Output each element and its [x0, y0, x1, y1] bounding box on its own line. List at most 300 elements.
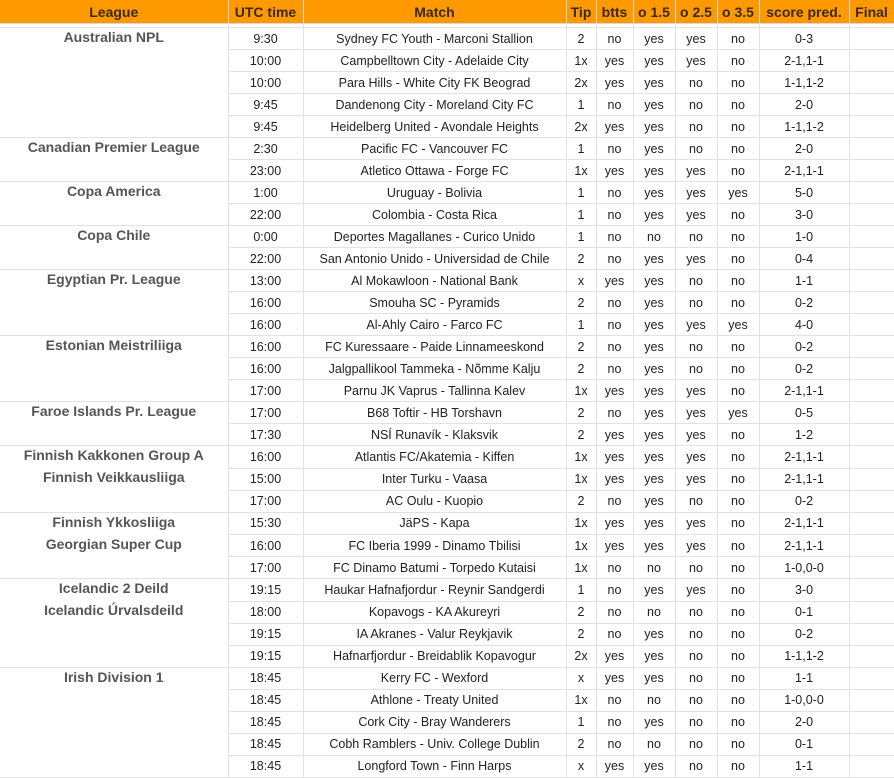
score-prediction-cell: 2-1,1-1: [759, 50, 849, 72]
final-score-cell: [849, 292, 894, 314]
final-score-cell: [849, 248, 894, 270]
header-tip: Tip: [566, 0, 596, 24]
over-2-5-cell: no: [675, 72, 717, 94]
match-cell: FC Kuressaare - Paide Linnameeskond: [303, 336, 566, 358]
btts-cell: no: [596, 138, 633, 160]
header-score-prediction: score pred.: [759, 0, 849, 24]
header-btts: btts: [596, 0, 633, 24]
score-prediction-cell: 1-1: [759, 755, 849, 777]
tip-cell: 2: [566, 623, 596, 645]
btts-cell: yes: [596, 512, 633, 535]
score-prediction-cell: 2-0: [759, 711, 849, 733]
over-3-5-cell: yes: [717, 402, 759, 424]
btts-cell: yes: [596, 50, 633, 72]
utc-time-cell: 17:00: [228, 380, 303, 402]
over-1-5-cell: yes: [633, 204, 675, 226]
score-prediction-cell: 0-2: [759, 292, 849, 314]
over-2-5-cell: yes: [675, 535, 717, 557]
score-prediction-cell: 0-4: [759, 248, 849, 270]
btts-cell: no: [596, 226, 633, 248]
utc-time-cell: 16:00: [228, 314, 303, 336]
header-match: Match: [303, 0, 566, 24]
utc-time-cell: 1:00: [228, 182, 303, 204]
score-prediction-cell: 2-1,1-1: [759, 535, 849, 557]
over-3-5-cell: no: [717, 226, 759, 248]
utc-time-cell: 13:00: [228, 270, 303, 292]
btts-cell: no: [596, 623, 633, 645]
btts-cell: yes: [596, 755, 633, 777]
over-2-5-cell: yes: [675, 204, 717, 226]
match-cell: Parnu JK Vaprus - Tallinna Kalev: [303, 380, 566, 402]
over-3-5-cell: no: [717, 270, 759, 292]
over-3-5-cell: no: [717, 667, 759, 689]
tip-cell: 1: [566, 314, 596, 336]
score-prediction-cell: 1-2: [759, 424, 849, 446]
over-2-5-cell: no: [675, 138, 717, 160]
table-row: [0, 336, 894, 358]
utc-time-cell: 16:00: [228, 336, 303, 358]
over-1-5-cell: yes: [633, 512, 675, 535]
utc-time-cell: 19:15: [228, 645, 303, 667]
tip-cell: 1x: [566, 380, 596, 402]
over-2-5-cell: no: [675, 94, 717, 116]
over-1-5-cell: no: [633, 733, 675, 755]
score-prediction-cell: 0-2: [759, 623, 849, 645]
utc-time-cell: 22:00: [228, 204, 303, 226]
over-1-5-cell: yes: [633, 248, 675, 270]
tip-cell: 1: [566, 182, 596, 204]
over-1-5-cell: yes: [633, 446, 675, 469]
btts-cell: yes: [596, 270, 633, 292]
over-1-5-cell: yes: [633, 490, 675, 512]
final-score-cell: [849, 468, 894, 490]
over-1-5-cell: yes: [633, 755, 675, 777]
btts-cell: no: [596, 94, 633, 116]
match-cell: Kerry FC - Wexford: [303, 667, 566, 689]
tip-cell: 2: [566, 601, 596, 623]
btts-cell: no: [596, 733, 633, 755]
over-2-5-cell: no: [675, 755, 717, 777]
final-score-cell: [849, 50, 894, 72]
over-1-5-cell: yes: [633, 336, 675, 358]
final-score-cell: [849, 160, 894, 182]
utc-time-cell: 9:45: [228, 94, 303, 116]
over-1-5-cell: yes: [633, 535, 675, 557]
over-3-5-cell: no: [717, 468, 759, 490]
utc-time-cell: 18:45: [228, 667, 303, 689]
over-3-5-cell: no: [717, 248, 759, 270]
final-score-cell: [849, 204, 894, 226]
final-score-cell: [849, 314, 894, 336]
final-score-cell: [849, 645, 894, 667]
match-cell: AC Oulu - Kuopio: [303, 490, 566, 512]
match-cell: Athlone - Treaty United: [303, 689, 566, 711]
over-1-5-cell: yes: [633, 138, 675, 160]
table-row: [0, 579, 894, 602]
table-row: [0, 667, 894, 689]
utc-time-cell: 23:00: [228, 160, 303, 182]
league-name: Icelandic Úrvalsdeild: [0, 601, 228, 667]
match-cell: Atletico Ottawa - Forge FC: [303, 160, 566, 182]
utc-time-cell: 17:00: [228, 490, 303, 512]
tip-cell: x: [566, 270, 596, 292]
score-prediction-cell: 1-1,1-2: [759, 116, 849, 138]
table-row: [0, 446, 894, 469]
table-row: [0, 402, 894, 424]
over-3-5-cell: no: [717, 579, 759, 602]
tip-cell: 2x: [566, 645, 596, 667]
league-name: Canadian Premier League: [0, 138, 228, 182]
header-league: League: [0, 0, 228, 24]
table-row: [0, 138, 894, 160]
match-cell: JäPS - Kapa: [303, 512, 566, 535]
over-2-5-cell: no: [675, 623, 717, 645]
final-score-cell: [849, 358, 894, 380]
over-2-5-cell: yes: [675, 160, 717, 182]
utc-time-cell: 18:45: [228, 689, 303, 711]
over-3-5-cell: no: [717, 424, 759, 446]
match-cell: Al Mokawloon - National Bank: [303, 270, 566, 292]
utc-time-cell: 19:15: [228, 623, 303, 645]
over-3-5-cell: no: [717, 380, 759, 402]
btts-cell: no: [596, 490, 633, 512]
score-prediction-cell: 0-2: [759, 336, 849, 358]
final-score-cell: [849, 711, 894, 733]
btts-cell: yes: [596, 160, 633, 182]
match-cell: NSÍ Runavík - Klaksvik: [303, 424, 566, 446]
btts-cell: yes: [596, 72, 633, 94]
over-3-5-cell: no: [717, 711, 759, 733]
score-prediction-cell: 3-0: [759, 579, 849, 602]
league-name: Georgian Super Cup: [0, 535, 228, 579]
match-cell: Al-Ahly Cairo - Farco FC: [303, 314, 566, 336]
match-cell: Hafnarfjordur - Breidablik Kopavogur: [303, 645, 566, 667]
btts-cell: no: [596, 601, 633, 623]
over-2-5-cell: yes: [675, 468, 717, 490]
tip-cell: 2: [566, 733, 596, 755]
final-score-cell: [849, 667, 894, 689]
tip-cell: x: [566, 755, 596, 777]
league-name: Irish Division 1: [0, 667, 228, 777]
over-3-5-cell: no: [717, 138, 759, 160]
utc-time-cell: 9:30: [228, 28, 303, 50]
over-3-5-cell: no: [717, 733, 759, 755]
table-row: [0, 601, 894, 623]
tip-cell: 1x: [566, 535, 596, 557]
header-row: [0, 0, 894, 24]
over-2-5-cell: no: [675, 292, 717, 314]
score-prediction-cell: 0-1: [759, 601, 849, 623]
over-1-5-cell: yes: [633, 645, 675, 667]
match-cell: Kopavogs - KA Akureyri: [303, 601, 566, 623]
score-prediction-cell: 2-1,1-1: [759, 446, 849, 469]
over-1-5-cell: yes: [633, 402, 675, 424]
table-row: [0, 535, 894, 557]
header-over-1-5: o 1.5: [633, 0, 675, 24]
league-name: Faroe Islands Pr. League: [0, 402, 228, 446]
final-score-cell: [849, 424, 894, 446]
final-score-cell: [849, 446, 894, 469]
final-score-cell: [849, 336, 894, 358]
match-cell: FC Dinamo Batumi - Torpedo Kutaisi: [303, 557, 566, 579]
score-prediction-cell: 1-0: [759, 226, 849, 248]
btts-cell: no: [596, 292, 633, 314]
match-cell: Atlantis FC/Akatemia - Kiffen: [303, 446, 566, 469]
over-1-5-cell: yes: [633, 292, 675, 314]
final-score-cell: [849, 535, 894, 557]
utc-time-cell: 15:30: [228, 512, 303, 535]
final-score-cell: [849, 512, 894, 535]
tip-cell: 2: [566, 336, 596, 358]
table-row: [0, 468, 894, 490]
score-prediction-cell: 4-0: [759, 314, 849, 336]
match-cell: Para Hills - White City FK Beograd: [303, 72, 566, 94]
final-score-cell: [849, 490, 894, 512]
over-2-5-cell: yes: [675, 512, 717, 535]
over-2-5-cell: yes: [675, 314, 717, 336]
btts-cell: no: [596, 557, 633, 579]
over-1-5-cell: yes: [633, 667, 675, 689]
utc-time-cell: 16:00: [228, 292, 303, 314]
final-score-cell: [849, 557, 894, 579]
final-score-cell: [849, 116, 894, 138]
utc-time-cell: 18:00: [228, 601, 303, 623]
tip-cell: 2: [566, 402, 596, 424]
over-3-5-cell: no: [717, 358, 759, 380]
score-prediction-cell: 1-1: [759, 270, 849, 292]
table-row: [0, 270, 894, 292]
final-score-cell: [849, 28, 894, 50]
league-name: Estonian Meistriliiga: [0, 336, 228, 402]
match-cell: FC Iberia 1999 - Dinamo Tbilisi: [303, 535, 566, 557]
utc-time-cell: 18:45: [228, 711, 303, 733]
league-name: Icelandic 2 Deild: [0, 579, 228, 602]
over-2-5-cell: yes: [675, 579, 717, 602]
over-2-5-cell: no: [675, 601, 717, 623]
score-prediction-cell: 1-1: [759, 667, 849, 689]
over-1-5-cell: yes: [633, 711, 675, 733]
league-name: Finnish Kakkonen Group A: [0, 446, 228, 469]
over-2-5-cell: no: [675, 226, 717, 248]
match-cell: Uruguay - Bolivia: [303, 182, 566, 204]
btts-cell: yes: [596, 645, 633, 667]
btts-cell: no: [596, 711, 633, 733]
score-prediction-cell: 2-1,1-1: [759, 160, 849, 182]
over-3-5-cell: no: [717, 204, 759, 226]
btts-cell: yes: [596, 116, 633, 138]
table-body: [0, 24, 894, 778]
score-prediction-cell: 1-1,1-2: [759, 72, 849, 94]
tip-cell: 1x: [566, 446, 596, 469]
tip-cell: 1: [566, 226, 596, 248]
tip-cell: x: [566, 667, 596, 689]
score-prediction-cell: 2-1,1-1: [759, 380, 849, 402]
over-2-5-cell: no: [675, 645, 717, 667]
over-3-5-cell: yes: [717, 314, 759, 336]
over-3-5-cell: no: [717, 94, 759, 116]
tip-cell: 1x: [566, 689, 596, 711]
over-1-5-cell: yes: [633, 579, 675, 602]
final-score-cell: [849, 579, 894, 602]
utc-time-cell: 22:00: [228, 248, 303, 270]
tip-cell: 2x: [566, 72, 596, 94]
league-name: Australian NPL: [0, 28, 228, 138]
over-3-5-cell: no: [717, 292, 759, 314]
final-score-cell: [849, 380, 894, 402]
utc-time-cell: 0:00: [228, 226, 303, 248]
tip-cell: 2: [566, 28, 596, 50]
over-1-5-cell: yes: [633, 116, 675, 138]
over-3-5-cell: no: [717, 336, 759, 358]
final-score-cell: [849, 270, 894, 292]
tip-cell: 1: [566, 94, 596, 116]
match-cell: Longford Town - Finn Harps: [303, 755, 566, 777]
utc-time-cell: 18:45: [228, 733, 303, 755]
over-1-5-cell: no: [633, 226, 675, 248]
btts-cell: no: [596, 689, 633, 711]
over-2-5-cell: yes: [675, 248, 717, 270]
over-2-5-cell: yes: [675, 424, 717, 446]
table-row: [0, 28, 894, 50]
over-1-5-cell: yes: [633, 94, 675, 116]
over-2-5-cell: no: [675, 711, 717, 733]
over-1-5-cell: no: [633, 557, 675, 579]
tip-cell: 1x: [566, 50, 596, 72]
utc-time-cell: 18:45: [228, 755, 303, 777]
match-cell: Haukar Hafnafjordur - Reynir Sandgerdi: [303, 579, 566, 602]
league-name: Copa America: [0, 182, 228, 226]
utc-time-cell: 16:00: [228, 446, 303, 469]
final-score-cell: [849, 601, 894, 623]
over-1-5-cell: yes: [633, 468, 675, 490]
over-1-5-cell: yes: [633, 72, 675, 94]
over-3-5-cell: no: [717, 557, 759, 579]
header-utc-time: UTC time: [228, 0, 303, 24]
over-3-5-cell: no: [717, 72, 759, 94]
over-2-5-cell: yes: [675, 28, 717, 50]
over-1-5-cell: yes: [633, 160, 675, 182]
final-score-cell: [849, 226, 894, 248]
btts-cell: yes: [596, 380, 633, 402]
match-cell: B68 Toftir - HB Torshavn: [303, 402, 566, 424]
over-1-5-cell: no: [633, 601, 675, 623]
tip-cell: 1x: [566, 468, 596, 490]
over-3-5-cell: no: [717, 512, 759, 535]
tip-cell: 1x: [566, 512, 596, 535]
match-cell: Heidelberg United - Avondale Heights: [303, 116, 566, 138]
over-2-5-cell: yes: [675, 402, 717, 424]
over-2-5-cell: no: [675, 270, 717, 292]
score-prediction-cell: 0-2: [759, 490, 849, 512]
tip-cell: 1: [566, 204, 596, 226]
btts-cell: yes: [596, 535, 633, 557]
tip-cell: 1x: [566, 160, 596, 182]
btts-cell: no: [596, 579, 633, 602]
btts-cell: no: [596, 182, 633, 204]
utc-time-cell: 10:00: [228, 50, 303, 72]
tip-cell: 1: [566, 711, 596, 733]
btts-cell: no: [596, 402, 633, 424]
btts-cell: no: [596, 28, 633, 50]
over-2-5-cell: yes: [675, 446, 717, 469]
over-3-5-cell: no: [717, 645, 759, 667]
btts-cell: no: [596, 248, 633, 270]
btts-cell: yes: [596, 468, 633, 490]
match-cell: Campbelltown City - Adelaide City: [303, 50, 566, 72]
btts-cell: yes: [596, 667, 633, 689]
utc-time-cell: 2:30: [228, 138, 303, 160]
score-prediction-cell: 0-1: [759, 733, 849, 755]
match-cell: Jalgpallikool Tammeka - Nõmme Kalju: [303, 358, 566, 380]
score-prediction-cell: 0-3: [759, 28, 849, 50]
table-row: [0, 512, 894, 535]
final-score-cell: [849, 623, 894, 645]
league-name: Finnish Veikkausliiga: [0, 468, 228, 512]
final-score-cell: [849, 733, 894, 755]
over-1-5-cell: no: [633, 689, 675, 711]
league-name: Egyptian Pr. League: [0, 270, 228, 336]
header-over-3-5: o 3.5: [717, 0, 759, 24]
over-2-5-cell: no: [675, 689, 717, 711]
utc-time-cell: 10:00: [228, 72, 303, 94]
over-1-5-cell: yes: [633, 380, 675, 402]
score-prediction-cell: 5-0: [759, 182, 849, 204]
final-score-cell: [849, 94, 894, 116]
over-3-5-cell: no: [717, 160, 759, 182]
tip-cell: 2x: [566, 116, 596, 138]
match-cell: Sydney FC Youth - Marconi Stallion: [303, 28, 566, 50]
over-1-5-cell: yes: [633, 314, 675, 336]
final-score-cell: [849, 402, 894, 424]
match-cell: Dandenong City - Moreland City FC: [303, 94, 566, 116]
league-name: Finnish Ykkosliiga: [0, 512, 228, 535]
btts-cell: no: [596, 204, 633, 226]
match-cell: Cork City - Bray Wanderers: [303, 711, 566, 733]
btts-cell: yes: [596, 424, 633, 446]
over-3-5-cell: no: [717, 535, 759, 557]
score-prediction-cell: 3-0: [759, 204, 849, 226]
match-cell: Cobh Ramblers - Univ. College Dublin: [303, 733, 566, 755]
league-name: Copa Chile: [0, 226, 228, 270]
score-prediction-cell: 0-2: [759, 358, 849, 380]
score-prediction-cell: 1-0,0-0: [759, 689, 849, 711]
score-prediction-cell: 2-1,1-1: [759, 468, 849, 490]
table-header: [0, 0, 894, 24]
over-2-5-cell: no: [675, 358, 717, 380]
over-1-5-cell: yes: [633, 424, 675, 446]
over-3-5-cell: no: [717, 116, 759, 138]
utc-time-cell: 15:00: [228, 468, 303, 490]
utc-time-cell: 17:00: [228, 557, 303, 579]
over-3-5-cell: no: [717, 50, 759, 72]
over-3-5-cell: no: [717, 28, 759, 50]
match-cell: Pacific FC - Vancouver FC: [303, 138, 566, 160]
table-row: [0, 226, 894, 248]
btts-cell: yes: [596, 446, 633, 469]
over-3-5-cell: no: [717, 755, 759, 777]
final-score-cell: [849, 72, 894, 94]
tip-cell: 2: [566, 424, 596, 446]
tip-cell: 1: [566, 138, 596, 160]
match-cell: IA Akranes - Valur Reykjavik: [303, 623, 566, 645]
tip-cell: 2: [566, 490, 596, 512]
tip-cell: 1: [566, 579, 596, 602]
utc-time-cell: 17:00: [228, 402, 303, 424]
final-score-cell: [849, 689, 894, 711]
final-score-cell: [849, 138, 894, 160]
match-cell: Inter Turku - Vaasa: [303, 468, 566, 490]
tip-cell: 2: [566, 358, 596, 380]
